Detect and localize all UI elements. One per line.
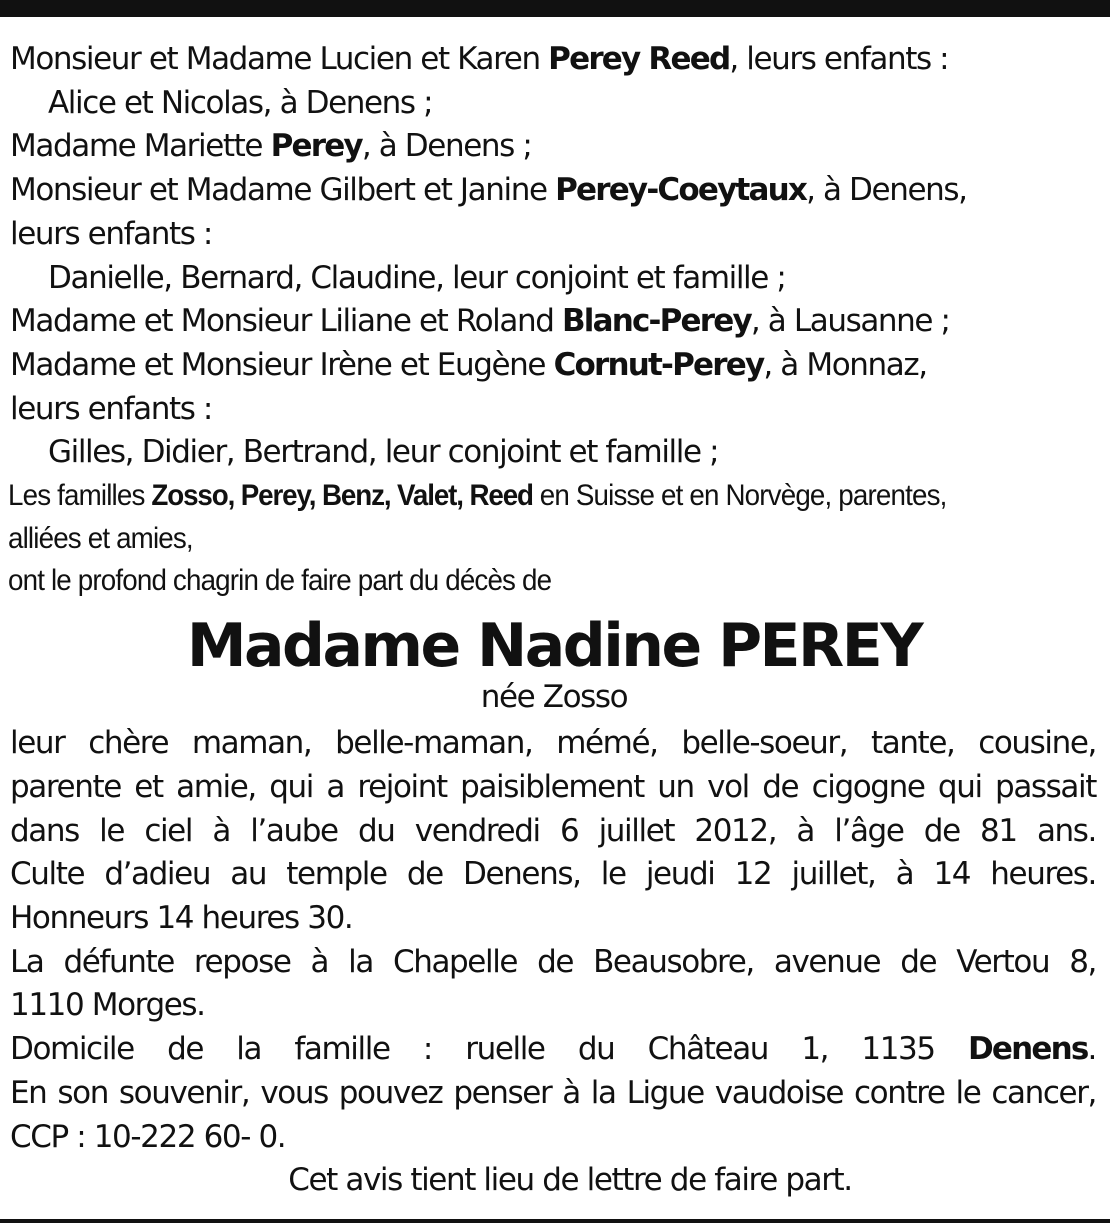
text: leurs enfants :: [10, 390, 212, 427]
text: Monsieur et Madame Lucien et Karen: [10, 41, 549, 77]
deceased-name: Madame Nadine PEREY: [186, 610, 922, 681]
family-name: Perey: [270, 128, 362, 165]
text: , à Monnaz,: [763, 346, 927, 383]
family-line-5: [10, 213, 1098, 257]
families-paragraph: [8, 475, 1098, 603]
body-line-3: dans le ciel à l’aube du vendredi 6 juillet 2012, à l’âge de 81 ans.: [10, 812, 1096, 849]
family-line-4: [10, 169, 1098, 213]
bottom-rule: [0, 1219, 1110, 1223]
text: Les familles: [8, 479, 152, 513]
birth-name: née Zosso: [480, 678, 628, 715]
text: , à Denens,: [806, 172, 967, 209]
family-line-3: [10, 125, 1098, 169]
text: Danielle, Bernard, Claudine, leur conjoint et famille ;: [48, 259, 786, 296]
text: en Suisse et en Norvège, parentes,: [532, 479, 947, 513]
domicile-line: [10, 1028, 1096, 1072]
family-line-8: [10, 344, 1098, 388]
text: leurs enfants :: [10, 215, 212, 252]
families-line-2: alliées et amies,: [8, 521, 193, 555]
text: , à Denens ;: [361, 128, 532, 165]
text: , à Lausanne ;: [750, 303, 950, 340]
memory-line-1: En son souvenir, vous pouvez penser à la Ligue vaudoise contre le cancer,: [10, 1074, 1096, 1111]
family-name: Perey Reed: [548, 41, 730, 77]
text: Madame et Monsieur Liliane et Roland: [10, 303, 562, 340]
body-line-7: 1110 Morges.: [10, 987, 205, 1024]
family-name: Blanc-Perey: [561, 303, 751, 340]
text: Alice et Nicolas, à Denens ;: [48, 84, 433, 121]
body-line-6: La défunte repose à la Chapelle de Beausobre, avenue de Vertou 8,: [10, 943, 1096, 980]
body-line-5: Honneurs 14 heures 30.: [10, 900, 353, 937]
families-line-3: ont le profond chagrin de faire part du décès de: [8, 564, 552, 598]
family-line-10: [10, 431, 1098, 475]
text: Domicile de la famille : ruelle du Château 1, 1135: [10, 1031, 968, 1068]
obituary-notice: [10, 38, 1098, 1203]
family-line-6: [10, 257, 1098, 301]
text: Monsieur et Madame Gilbert et Janine: [10, 172, 556, 209]
body-line-2: parente et amie, qui a rejoint paisiblement un vol de cigogne qui passait: [10, 768, 1096, 805]
family-line-9: [10, 388, 1098, 432]
family-line-7: [10, 300, 1098, 344]
family-line-2: [10, 82, 1098, 126]
family-line-1: [10, 38, 1098, 82]
domicile-town: Denens: [967, 1031, 1088, 1068]
body-line-1: leur chère maman, belle-maman, mémé, belle-soeur, tante, cousine,: [10, 725, 1096, 762]
family-name: Perey-Coeytaux: [555, 172, 807, 209]
text: Madame et Monsieur Irène et Eugène: [10, 346, 554, 383]
families-line-1: [8, 475, 1098, 518]
text: , leurs enfants :: [729, 41, 949, 77]
family-name: Cornut-Perey: [553, 346, 764, 383]
text: Madame Mariette: [10, 128, 271, 165]
top-rule: [0, 0, 1110, 17]
text: .: [1087, 1031, 1096, 1068]
text: Gilles, Didier, Bertrand, leur conjoint et famille ;: [48, 434, 719, 471]
body-line-4: Culte d’adieu au temple de Denens, le jeudi 12 juillet, à 14 heures.: [10, 856, 1096, 893]
family-names: Zosso, Perey, Benz, Valet, Reed: [151, 479, 533, 513]
closing-note: Cet avis tient lieu de lettre de faire part.: [288, 1162, 852, 1199]
memory-line-2: CCP : 10-222 60- 0.: [10, 1118, 286, 1155]
